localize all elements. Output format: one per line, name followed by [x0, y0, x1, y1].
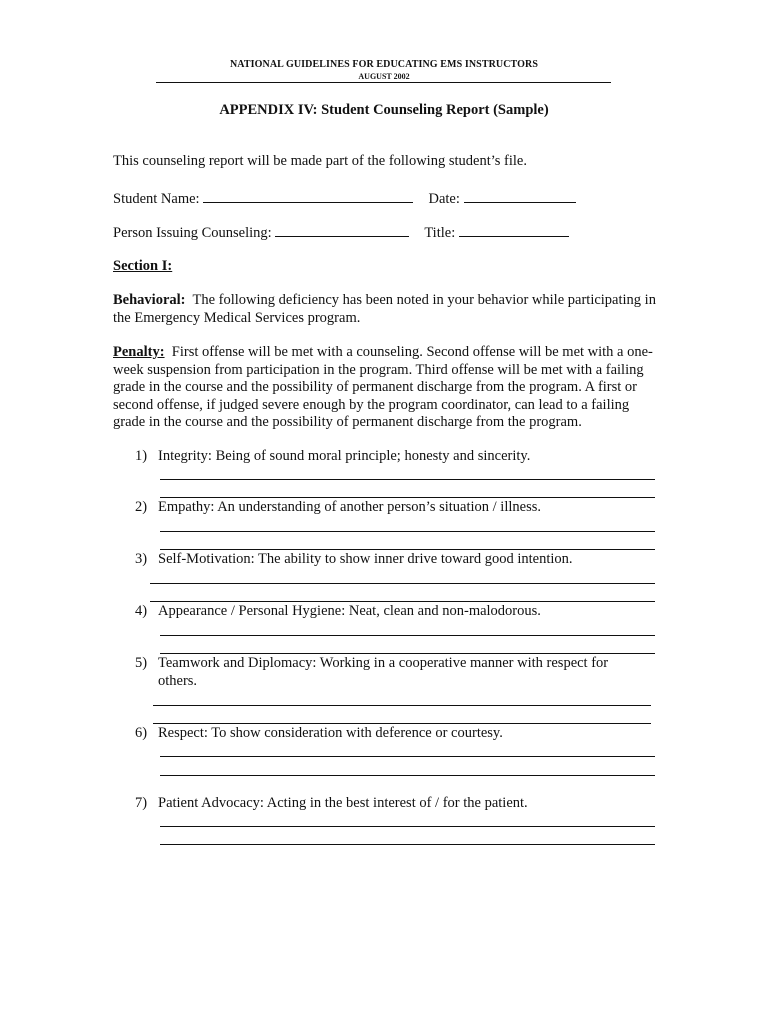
header-divider	[156, 82, 611, 83]
list-item-text: Patient Advocacy: Acting in the best interest of / for the patient.	[158, 795, 528, 811]
list-item-number: 6)	[135, 725, 148, 741]
student-name-label: Student Name:	[113, 191, 200, 207]
list-item-number: 7)	[135, 795, 148, 811]
behavioral-paragraph	[113, 292, 658, 327]
list-item-text: Teamwork and Diplomacy: Working in a cooperative manner with respect for others.	[158, 655, 609, 689]
intro-text: This counseling report will be made part of the following student’s file.	[113, 153, 527, 169]
header-title: NATIONAL GUIDELINES FOR EDUCATING EMS INSTRUCTORS	[229, 59, 538, 70]
list-item-number: 5)	[135, 655, 148, 671]
person-issuing-row	[113, 223, 569, 243]
date-blank[interactable]	[464, 189, 576, 203]
title-label: Title:	[424, 225, 456, 241]
list-item-number: 1)	[135, 448, 148, 464]
penalty-text: First offense will be met with a counseling. Second offense will be met with a one-week suspension from participation in the program. Third offense will be met with a failing grade in the course and the possibility of permanent discharge from the program. A first or second offense, if judged severe enough by the program coordinator, can lead to a failing grade in the course and the possibility of permanent discharge from the program.	[113, 344, 653, 430]
behavioral-text: The following deficiency has been noted in your behavior while participating in the Emergency Medical Services program.	[113, 292, 656, 326]
list-item-text: Respect: To show consideration with deference or courtesy.	[158, 725, 503, 741]
answer-line[interactable]	[160, 549, 655, 550]
answer-line[interactable]	[160, 497, 655, 498]
answer-line[interactable]	[160, 826, 655, 827]
answer-line[interactable]	[160, 775, 655, 776]
header-date: AUGUST 2002	[358, 72, 410, 81]
appendix-title: APPENDIX IV: Student Counseling Report (Sample)	[219, 102, 549, 118]
list-item-number: 2)	[135, 499, 148, 515]
list-item-text: Appearance / Personal Hygiene: Neat, clean and non-malodorous.	[158, 603, 541, 619]
list-item-number: 4)	[135, 603, 148, 619]
person-issuing-label: Person Issuing Counseling:	[113, 225, 272, 241]
answer-line[interactable]	[153, 723, 651, 724]
section-heading: Section I:	[113, 258, 173, 274]
answer-line[interactable]	[160, 479, 655, 480]
answer-line[interactable]	[150, 601, 655, 602]
person-issuing-blank[interactable]	[275, 223, 409, 237]
penalty-label: Penalty:	[113, 344, 165, 360]
list-item-number: 3)	[135, 551, 148, 567]
answer-line[interactable]	[160, 635, 655, 636]
answer-line[interactable]	[160, 531, 655, 532]
penalty-paragraph	[113, 344, 658, 432]
behavioral-label: Behavioral:	[113, 292, 186, 308]
answer-line[interactable]	[160, 756, 655, 757]
title-blank[interactable]	[459, 223, 569, 237]
answer-line[interactable]	[160, 653, 655, 654]
answer-line[interactable]	[153, 705, 651, 706]
student-name-blank[interactable]	[203, 189, 413, 203]
answer-line[interactable]	[160, 844, 655, 845]
answer-line[interactable]	[150, 583, 655, 584]
student-name-row	[113, 189, 576, 209]
date-label: Date:	[428, 191, 460, 207]
list-item-text: Integrity: Being of sound moral principle; honesty and sincerity.	[158, 448, 531, 464]
list-item-text: Self-Motivation: The ability to show inner drive toward good intention.	[158, 551, 573, 567]
list-item-text: Empathy: An understanding of another person’s situation / illness.	[158, 499, 541, 515]
